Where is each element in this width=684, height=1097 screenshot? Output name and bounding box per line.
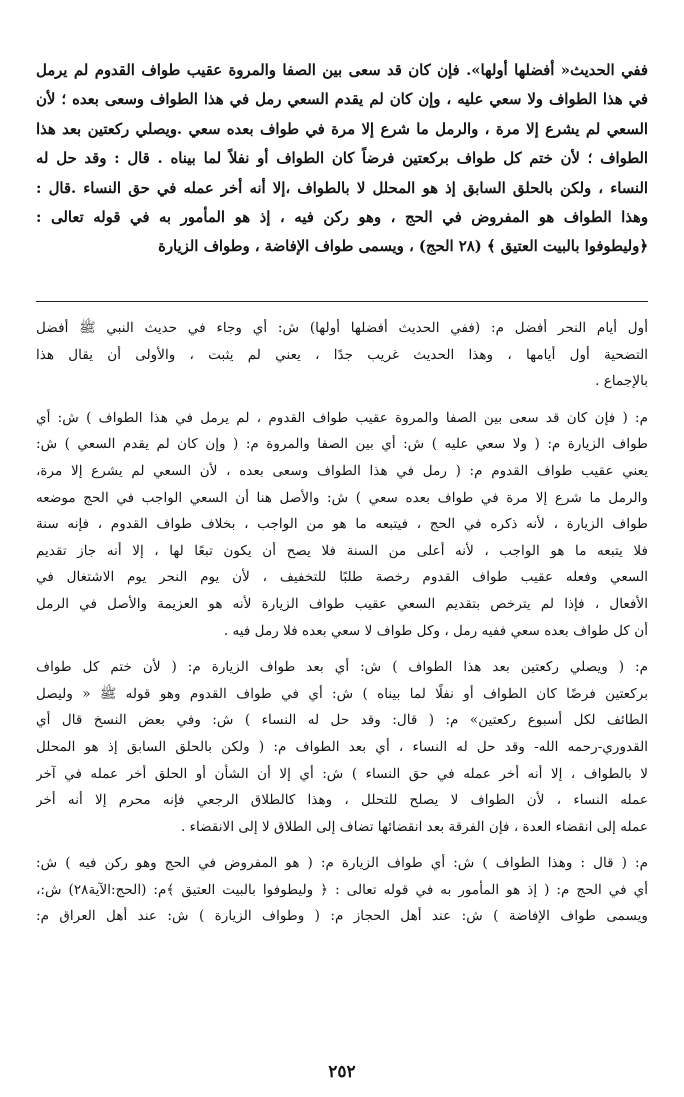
commentary-line: أول أيام النحر أفضل م: (ففي الحديث أفضلها أولها) ش: أي وجاء في حديث النبي ﷺ أفضل bbox=[36, 320, 648, 336]
commentary-line: أي في الحج م: ( إذ هو المأمور به في قوله تعالى : ﴿ وليطوفوا بالبيت العتيق ﴾م: (الحج:الآية٢٨) ش:، bbox=[36, 881, 648, 898]
commentary-line: بالإجماع . bbox=[595, 373, 648, 390]
commentary-line: م: ( ويصلي ركعتين بعد هذا الطواف ) ش: أي بعد طواف الزيارة م: ( لأن ختم كل طواف bbox=[36, 659, 648, 676]
commentary-line: طواف الزيارة م: ( ولا سعي عليه ) ش: أي بين الصفا والمروة م: ( وإن كان لم يقدم السعي ) ش: bbox=[36, 436, 648, 453]
commentary-line: م: ( فإن كان قد سعى بين الصفا والمروة عقيب طواف القدوم ، لم يرمل في هذا الطواف ) ش: أي bbox=[36, 409, 648, 426]
commentary-paragraph bbox=[36, 654, 648, 840]
commentary-paragraph bbox=[36, 850, 648, 930]
commentary-line: والرمل ما شرع إلا مرة في طواف بعده سعي ) ش: والأصل هنا أن السعي الواجب في الحج موضعه bbox=[36, 489, 648, 506]
commentary-line: يعني عقيب طواف القدوم م: ( رمل في هذا الطواف وسعى بعده ، لأن السعي لم يشرع إلا مرة، bbox=[36, 462, 648, 479]
commentary-line: السعي وفعله عقيب طواف القدوم رخصة طلبًا للتخفيف ، لأن يوم النحر يوم الاشتغال في bbox=[36, 569, 648, 586]
main-text-line: الطواف ؛ لأن ختم كل طواف بركعتين فرضاً كان الطواف أو نفلاً لما بيناه . قال : وقد حل له bbox=[36, 150, 648, 168]
commentary-paragraph bbox=[36, 405, 648, 644]
commentary-line: فلا يتبعه ما هو الواجب ، لأنه أعلى من السنة فلا يصح أن يكون تبعًا لها ، إلا أنه جاز تقديم bbox=[36, 542, 648, 559]
main-text-line: النساء ، ولكن بالحلق السابق إذ هو المحلل لا بالطواف ،إلا أنه أخر عمله في حق النساء .قال : bbox=[36, 179, 648, 197]
commentary-line: التضحية أول أيامها ، وهذا الحديث غريب جدًا ، يعني لم يثبت ، والأولى أن يقال هذا bbox=[36, 346, 648, 363]
commentary-line: م: ( قال : وهذا الطواف ) ش: أي طواف الزيارة م: ( هو المفروض في الحج وهو ركن فيه ) ش: bbox=[36, 855, 648, 872]
commentary-line: طواف الزيارة ، لأنه ذكره في الحج ، فيتبعه ما هو من الواجب ، بخلاف طواف القدوم ، فإنه سنة bbox=[36, 516, 648, 533]
commentary-line: أن كل طواف بعده سعي ففيه رمل ، وكل طواف لا سعي بعده فلا رمل فيه . bbox=[223, 622, 648, 639]
commentary-block bbox=[36, 315, 648, 940]
main-text-line: وهذا الطواف هو المفروض في الحج ، وهو ركن فيه ، إذ هو المأمور به في قوله تعالى : bbox=[36, 209, 648, 227]
commentary-line: القدوري-رحمه الله- وقد حل له النساء ، أي بعد الطواف م: ( ولكن بالحلق السابق إذ هو المحلل bbox=[36, 738, 648, 755]
main-text-line: في هذا الطواف ولا سعي عليه ، وإن كان لم يقدم السعي رمل في هذا الطواف وسعى بعده ؛ لأن bbox=[36, 91, 648, 109]
page-number: ٢٥٢ bbox=[328, 1062, 356, 1082]
main-text-line: السعي لم يشرع إلا مرة ، والرمل ما شرع إلا مرة في طواف بعده سعي .ويصلي ركعتين بعد هذا bbox=[36, 120, 648, 138]
commentary-line: بركعتين فرضًا كان الطواف أو نفلًا لما بيناه ) ش: أي في طواف القدوم وهو قوله ﷺ « وليصل bbox=[36, 685, 648, 702]
commentary-paragraph bbox=[36, 315, 648, 395]
main-text-line: ففي الحديث« أفضلها أولها». فإن كان قد سعى بين الصفا والمروة عقيب طواف القدوم لم يرمل bbox=[36, 62, 648, 79]
commentary-line: عمله إلى انقضاء العدة ، فإن الفرقة بعد انقضائها تضاف إلى الطلاق لا إلى الانقضاء . bbox=[180, 818, 648, 835]
commentary-line: عمله النساء ، لأن الطواف لا يصلح للتحلل ، وهذا كالطلاق الرجعي فإنه محرم إلا أنه أخر bbox=[36, 792, 648, 809]
main-text-line: ﴿وليطوفوا بالبيت العتيق ﴾ (٢٨ الحج) ، ويسمى طواف الإفاضة ، وطواف الزيارة bbox=[158, 238, 648, 256]
separator-rule bbox=[36, 301, 648, 302]
commentary-line: الطائف لكل أسبوع ركعتين» م: ( قال: وقد حل له النساء ) ش: وفي بعض النسخ قال أي bbox=[36, 712, 648, 729]
commentary-line: ويسمى طواف الإفاضة ) ش: عند أهل الحجاز م: ( وطواف الزيارة ) ش: عند أهل العراق م: bbox=[36, 908, 648, 925]
main-text-block bbox=[36, 56, 648, 262]
commentary-line: الأفعال ، فإذا لم يترخص بتقديم السعي عقيب طواف الزيارة لأنه هو العزيمة والأصل في الرمل bbox=[36, 595, 648, 612]
commentary-line: لا بالطواف ، إلا أنه أخر عمله في حق النساء ) ش: أي إلا أن الشأن أو الحلق أخر عمله في آخر bbox=[36, 765, 648, 782]
